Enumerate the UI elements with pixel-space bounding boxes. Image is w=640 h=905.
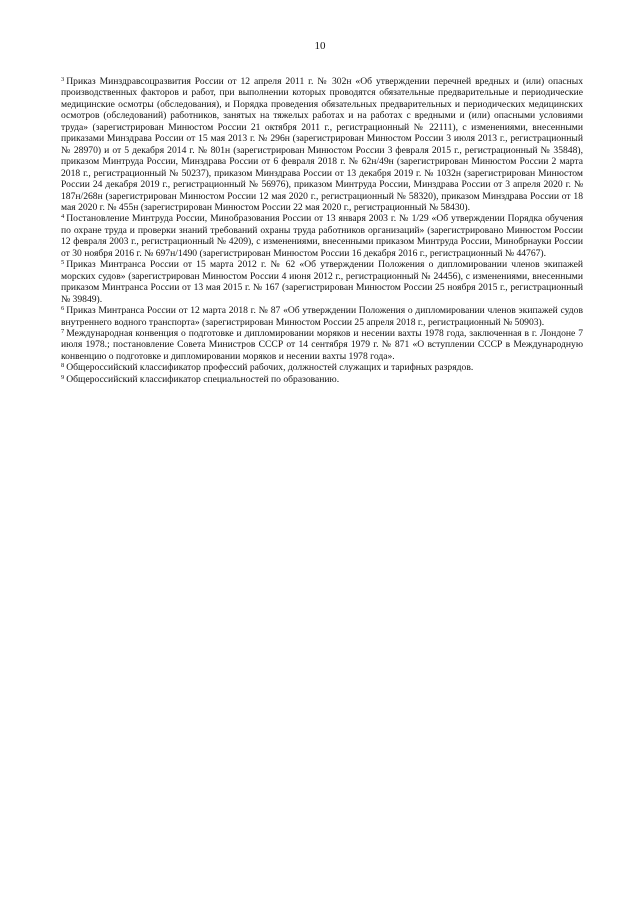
footnote-6 xyxy=(61,305,583,328)
footnote-7 xyxy=(61,328,583,362)
footnote-marker: 7 xyxy=(61,327,65,335)
footnote-marker: 9 xyxy=(61,373,65,381)
footnote-3 xyxy=(61,76,583,213)
footnote-marker: 8 xyxy=(61,362,65,370)
footnote-text: Приказ Минздравсоцразвития России от 12 апреля 2011 г. № 302н «Об утверждении перечней вредных и (или) опасных производственных факторов и работ, при выполнении которых проводятся обязательные предварительные и периодические медицинские осмотры (обследования), и Порядка проведения обязательных предварительных и периодических медицинских осмотров (обследований) работников, занятых на тяжелых работах и на работах с вредными и (или) опасными условиями труда» (зарегистрирован Минюстом России 21 октября 2011 г., регистрационный № 22111), с изменениями, внесенными приказами Минздрава России от 15 мая 2013 г. № 296н (зарегистрирован Минюстом России 3 июля 2013 г., регистрационный № 28970) и от 5 декабря 2014 г. № 801н (зарегистрирован Минюстом России 3 февраля 2015 г., регистрационный № 35848), приказом Минтруда России, Минздрава России от 6 февраля 2018 г. № 62н/49н (зарегистрирован Минюстом России 2 марта 2018 г., регистрационный № 50237), приказом Минздрава России от 13 декабря 2019 г. № 1032н (зарегистрирован Минюстом России 24 декабря 2019 г., регистрационный № 56976), приказом Минтруда России, Минздрава России от 3 апреля 2020 г. № 187н/268н (зарегистрирован Минюстом России 12 мая 2020 г., регистрационный № 58320), приказом Минздрава России от 18 мая 2020 г. № 455н (зарегистрирован Минюстом России 22 мая 2020 г., регистрационный № 58430). xyxy=(61,76,583,213)
footnote-text: Приказ Минтранса России от 12 марта 2018 г. № 87 «Об утверждении Положения о дипломировании членов экипажей судов внутреннего водного транспорта» (зарегистрирован Минюстом России 25 апреля 2018 г., регистрационный № 50903). xyxy=(61,305,583,328)
footnote-marker: 3 xyxy=(61,76,65,83)
footnote-text: Международная конвенция о подготовке и дипломировании моряков и несении вахты 1978 года, заключенная в г. Лондоне 7 июля 1978.; постановление Совета Министров СССР от 14 сентября 1979 г. № 871 «О вступлении СССР в Международную конвенцию о подготовке и дипломировании моряков и несении вахты 1978 года». xyxy=(61,327,583,362)
footnote-4 xyxy=(61,213,583,259)
footnote-marker: 5 xyxy=(61,259,65,267)
footnote-text: Постановление Минтруда России, Минобразования России от 13 января 2003 г. № 1/29 «Об утверждении Порядка обучения по охране труда и проверки знаний требований охраны труда работников организаций» (зарегистрировано Минюстом России 12 февраля 2003 г., регистрационный № 4209), с изменениями, внесенными приказом Минтруда России, Минобрнауки России от 30 ноября 2016 г. № 697н/1490 (зарегистрирован Минюстом России 16 декабря 2016 г., регистрационный № 44767). xyxy=(61,213,583,259)
footnote-text: Общероссийский классификатор специальностей по образованию. xyxy=(66,373,340,385)
footnote-text: Общероссийский классификатор профессий рабочих, должностей служащих и тарифных разрядов. xyxy=(66,362,474,374)
footnotes-section xyxy=(61,76,583,385)
footnote-5 xyxy=(61,259,583,305)
footnote-8 xyxy=(61,362,583,373)
footnote-text: Приказ Минтранса России от 15 марта 2012 г. № 62 «Об утверждении Положения о дипломировании членов экипажей морских судов» (зарегистрирован Минюстом России 4 июня 2012 г., регистрационный № 24456), с изменениями, внесенными приказом Минтранса России от 13 мая 2015 г. № 167 (зарегистрирован Минюстом России 25 ноября 2015 г., регистрационный № 39849). xyxy=(61,259,583,305)
footnote-marker: 6 xyxy=(61,305,65,313)
page-number: 10 xyxy=(314,40,326,52)
footnote-9 xyxy=(61,374,583,385)
footnote-marker: 4 xyxy=(61,213,65,221)
